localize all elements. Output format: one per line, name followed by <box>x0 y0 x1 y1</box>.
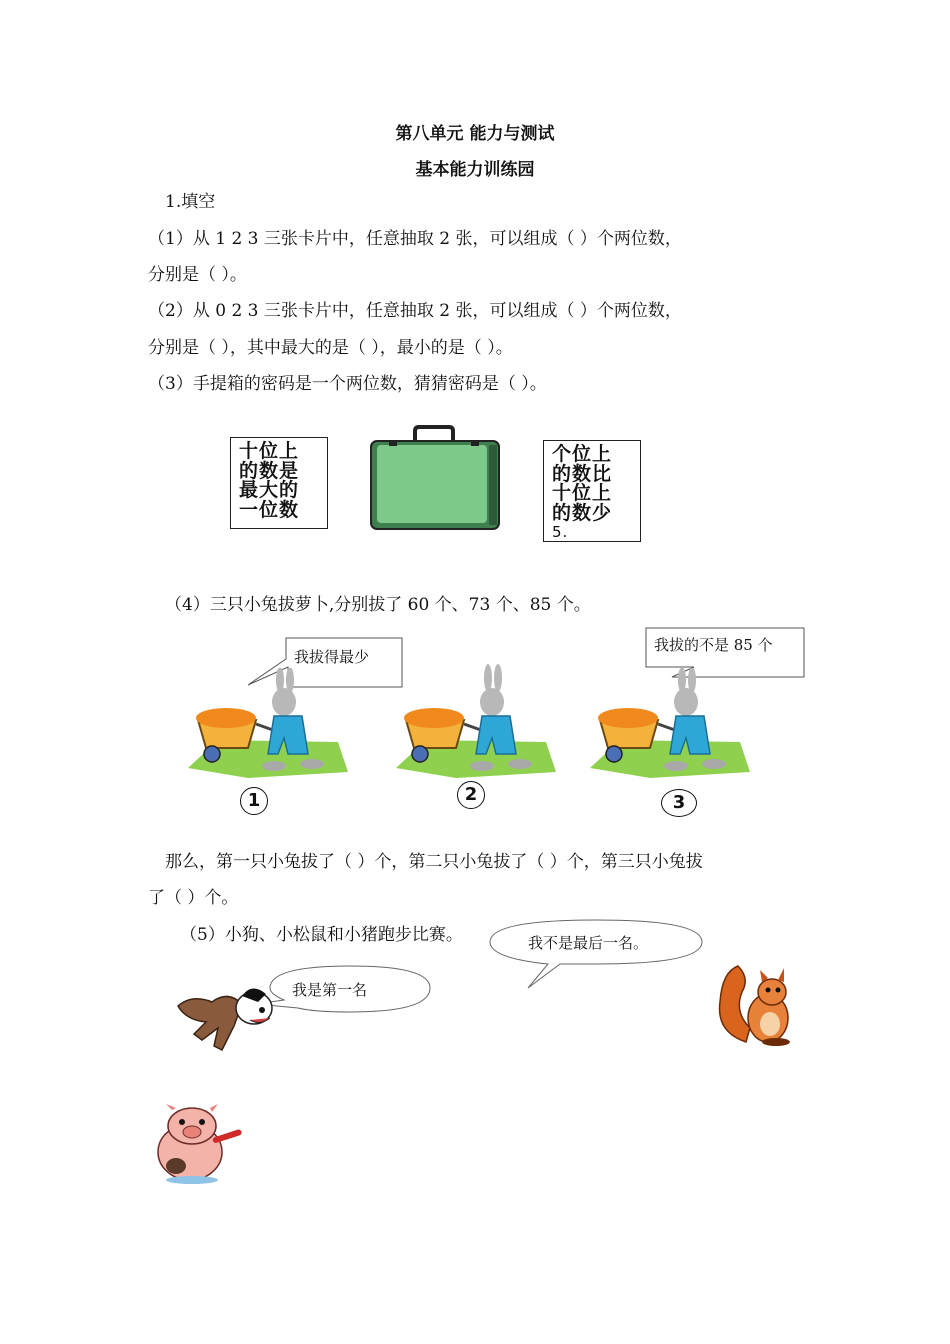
q1-part5: （5）小狗、小松鼠和小猪跑步比赛。 <box>180 925 463 945</box>
rabbit-cart-icon <box>590 668 750 780</box>
clue-right-line: 十位上 <box>552 482 613 504</box>
q1-part1-line2: 分别是（ ）。 <box>148 265 247 285</box>
pig-icon <box>152 1104 248 1184</box>
question-label: 1.填空 <box>165 192 216 212</box>
clue-card-right <box>543 440 641 542</box>
dog-icon <box>172 980 276 1054</box>
rabbit-number: 2 <box>457 781 485 809</box>
rabbit-number: 3 <box>661 789 697 817</box>
bubble-rabbit-3: 我拔的不是 85 个 <box>654 636 773 654</box>
clue-right-line: 个位上 <box>552 443 613 465</box>
q1-part4-answer-line2: 了（ ）个。 <box>148 888 239 908</box>
clue-left-line: 的数是 <box>239 459 300 482</box>
suitcase-icon <box>365 425 505 533</box>
q1-part2-line1: （2）从 0 2 3 三张卡片中，任意抽取 2 张，可以组成（ ）个两位数， <box>148 301 682 321</box>
q1-part4: （4）三只小兔拔萝卜,分别拔了 60 个、73 个、85 个。 <box>165 595 591 615</box>
clue-left-line: 最大的 <box>239 479 300 501</box>
speech-bubble-icon <box>488 918 706 990</box>
bubble-dog: 我是第一名 <box>292 981 368 999</box>
squirrel-icon <box>716 962 796 1048</box>
clue-right-line: 的数少 <box>552 501 613 524</box>
clue-card-left <box>230 437 328 529</box>
q1-part3: （3）手提箱的密码是一个两位数，猜猜密码是（ ）。 <box>148 374 547 394</box>
clue-left-line: 十位上 <box>239 440 300 462</box>
clue-right-line: 5. <box>552 523 569 541</box>
bubble-squirrel: 我不是最后一名。 <box>528 934 649 952</box>
page-title: 第八单元 能力与测试 <box>395 124 555 144</box>
bubble-rabbit-1: 我拔得最少 <box>294 648 370 666</box>
q1-part4-answer-line1: 那么，第一只小兔拔了（ ）个，第二只小兔拔了（ ）个，第三只小兔拔 <box>165 852 703 872</box>
clue-left-line: 一位数 <box>239 498 300 521</box>
page-subtitle: 基本能力训练园 <box>415 160 535 180</box>
clue-right-line: 的数比 <box>552 462 613 485</box>
q1-part1-line1: （1）从 1 2 3 三张卡片中，任意抽取 2 张，可以组成（ ）个两位数， <box>148 229 682 249</box>
rabbit-cart-icon <box>396 664 556 780</box>
q1-part2-line2: 分别是（ ），其中最大的是（ ），最小的是（ ）。 <box>148 338 513 358</box>
rabbit-cart-icon <box>188 668 348 780</box>
rabbit-number: 1 <box>240 787 268 815</box>
